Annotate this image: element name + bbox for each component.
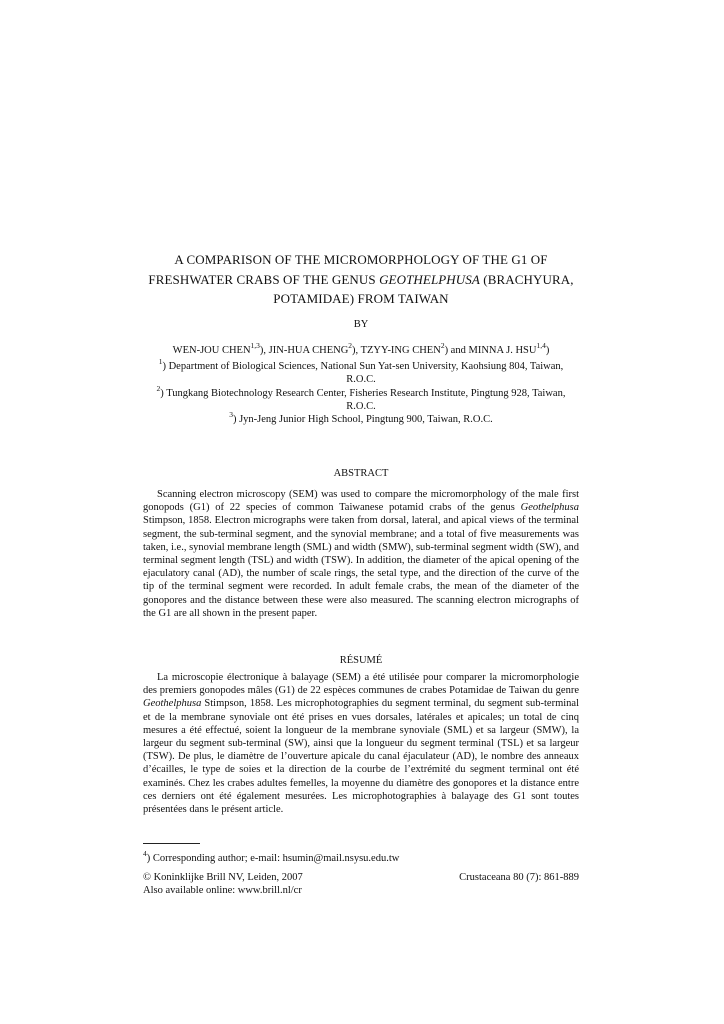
author-list: [143, 340, 579, 358]
affiliation-text: ) Department of Biological Sciences, National Sun Yat-sen University, Kaohsiung 804, Taiwan, R.O.C.: [162, 361, 564, 385]
copyright-notice: © Koninklijke Brill NV, Leiden, 2007: [143, 872, 303, 883]
footnote-divider: [143, 843, 200, 844]
title-line-2: [143, 270, 579, 290]
resume-heading: RÉSUMÉ: [339, 655, 383, 666]
publication-info: [143, 871, 579, 897]
affiliation-number: 1: [158, 356, 163, 366]
affiliation-number: 3: [229, 409, 233, 419]
author-name: WEN-JOU CHEN: [172, 345, 251, 356]
affiliation-text: ) Jyn-Jeng Junior High School, Pingtung 900, Taiwan, R.O.C.: [232, 414, 493, 425]
author-sep: ),: [259, 345, 269, 356]
affiliation-3: [143, 409, 579, 427]
title-line-2-pre: FRESHWATER CRABS OF THE GENUS: [148, 271, 380, 287]
resume-text-pre: La microscopie électronique à balayage (SEM) a été utilisée pour comparer la micromorphologie des premiers gonopodes mâles (G1) de 22 espèces communes de crabes Potamidae de Taiwan du genre: [143, 672, 579, 697]
resume-text-post: Stimpson, 1858. Les microphotographies du segment terminal, du segment sub-terminal et de la membrane synoviale ont été prises en vues dorsales, latérales et apicales; un total de cinq mesures a été effectué, soient la longueur de la membrane synoviale (SML) et sa largeur (SMW), la largeur du segment sub-terminal (SW), ainsi que la longueur du segment terminal (TSL) et sa largeur (TSW). De plus, le diamètre de l’ouverture apicale du canal éjaculateur (AD), le nombre des anneaux d’écailles, le type de soies et la direction de la courbe de l’extrémité du segment terminal ont été examinés. Chez les crabes adultes femelles, la moyenne du diamètre des gonopores et la distance entre ces derniers ont été également mesurées. Les microphotographies à balayage des G1 sont toutes présentées dans le présent article.: [143, 698, 579, 816]
author-name: TZYY-ING CHEN: [360, 345, 441, 356]
author-sep: ),: [352, 345, 361, 356]
title-line-3: POTAMIDAE) FROM TAIWAN: [273, 291, 449, 306]
journal-citation: Crustaceana 80 (7): 861-889: [459, 872, 579, 883]
by-label: BY: [353, 319, 369, 330]
affiliation-1: [143, 356, 579, 386]
affiliation-number: 2: [156, 383, 161, 393]
author-sep: ): [545, 345, 550, 356]
author-affil-ref: 2: [440, 340, 445, 350]
author-affil-ref: 1,3: [250, 340, 260, 350]
abstract-paragraph: [143, 488, 579, 620]
resume-paragraph: [143, 671, 579, 816]
author-affil-ref: 2: [348, 340, 353, 350]
title-genus: GEOTHELPHUSA: [379, 271, 480, 287]
publication-row: [143, 871, 579, 884]
abstract-heading: ABSTRACT: [333, 468, 389, 479]
footnote-number: 4: [143, 848, 147, 858]
title-line-2-post: (BRACHYURA,: [479, 271, 574, 287]
affiliation-text: ) Tungkang Biotechnology Research Center, Fisheries Research Institute, Pingtung 928, Taiwan, R.O.C.: [160, 388, 566, 412]
abstract-text-post: Stimpson, 1858. Electron micrographs were taken from dorsal, lateral, and apical views of the terminal segment, the sub-terminal segment, and the synovial membrane; and a total of five measurements was taken, i.e., synovial membrane length (SML) and width (SMW), sub-terminal segment width (SW), and terminal segment length (TSL) and width (TSW). In addition, the diameter of the apical opening of the ejaculatory canal (AD), the number of scale rings, the setal type, and the direction of the curve of the tip of the terminal segment were recorded. In adult female crabs, the mean of the diameter of the gonopores and the distance between these were also measured. The scanning electron micrographs of the G1 are all shown in the present paper.: [143, 515, 579, 619]
author-affil-ref: 1,4: [536, 340, 546, 350]
footnote: [143, 848, 579, 865]
online-availability: Also available online: www.brill.nl/cr: [143, 885, 302, 896]
footnote-text: ) Corresponding author; e-mail: hsumin@mail.nsysu.edu.tw: [146, 853, 400, 864]
paper-title: [143, 250, 579, 309]
resume-genus: Geothelphusa: [143, 698, 202, 710]
author-name: MINNA J. HSU: [468, 345, 537, 356]
abstract-genus: Geothelphusa: [520, 502, 579, 514]
abstract-text-pre: Scanning electron microscopy (SEM) was used to compare the micromorphology of the male first gonopods (G1) of 22 species of common Taiwanese potamid crabs of the genus: [143, 489, 579, 514]
title-line-1: A COMPARISON OF THE MICROMORPHOLOGY OF THE G1 OF: [174, 252, 548, 267]
author-name: JIN-HUA CHENG: [268, 345, 349, 356]
author-sep: ) and: [444, 345, 469, 356]
affiliation-2: [143, 383, 579, 413]
